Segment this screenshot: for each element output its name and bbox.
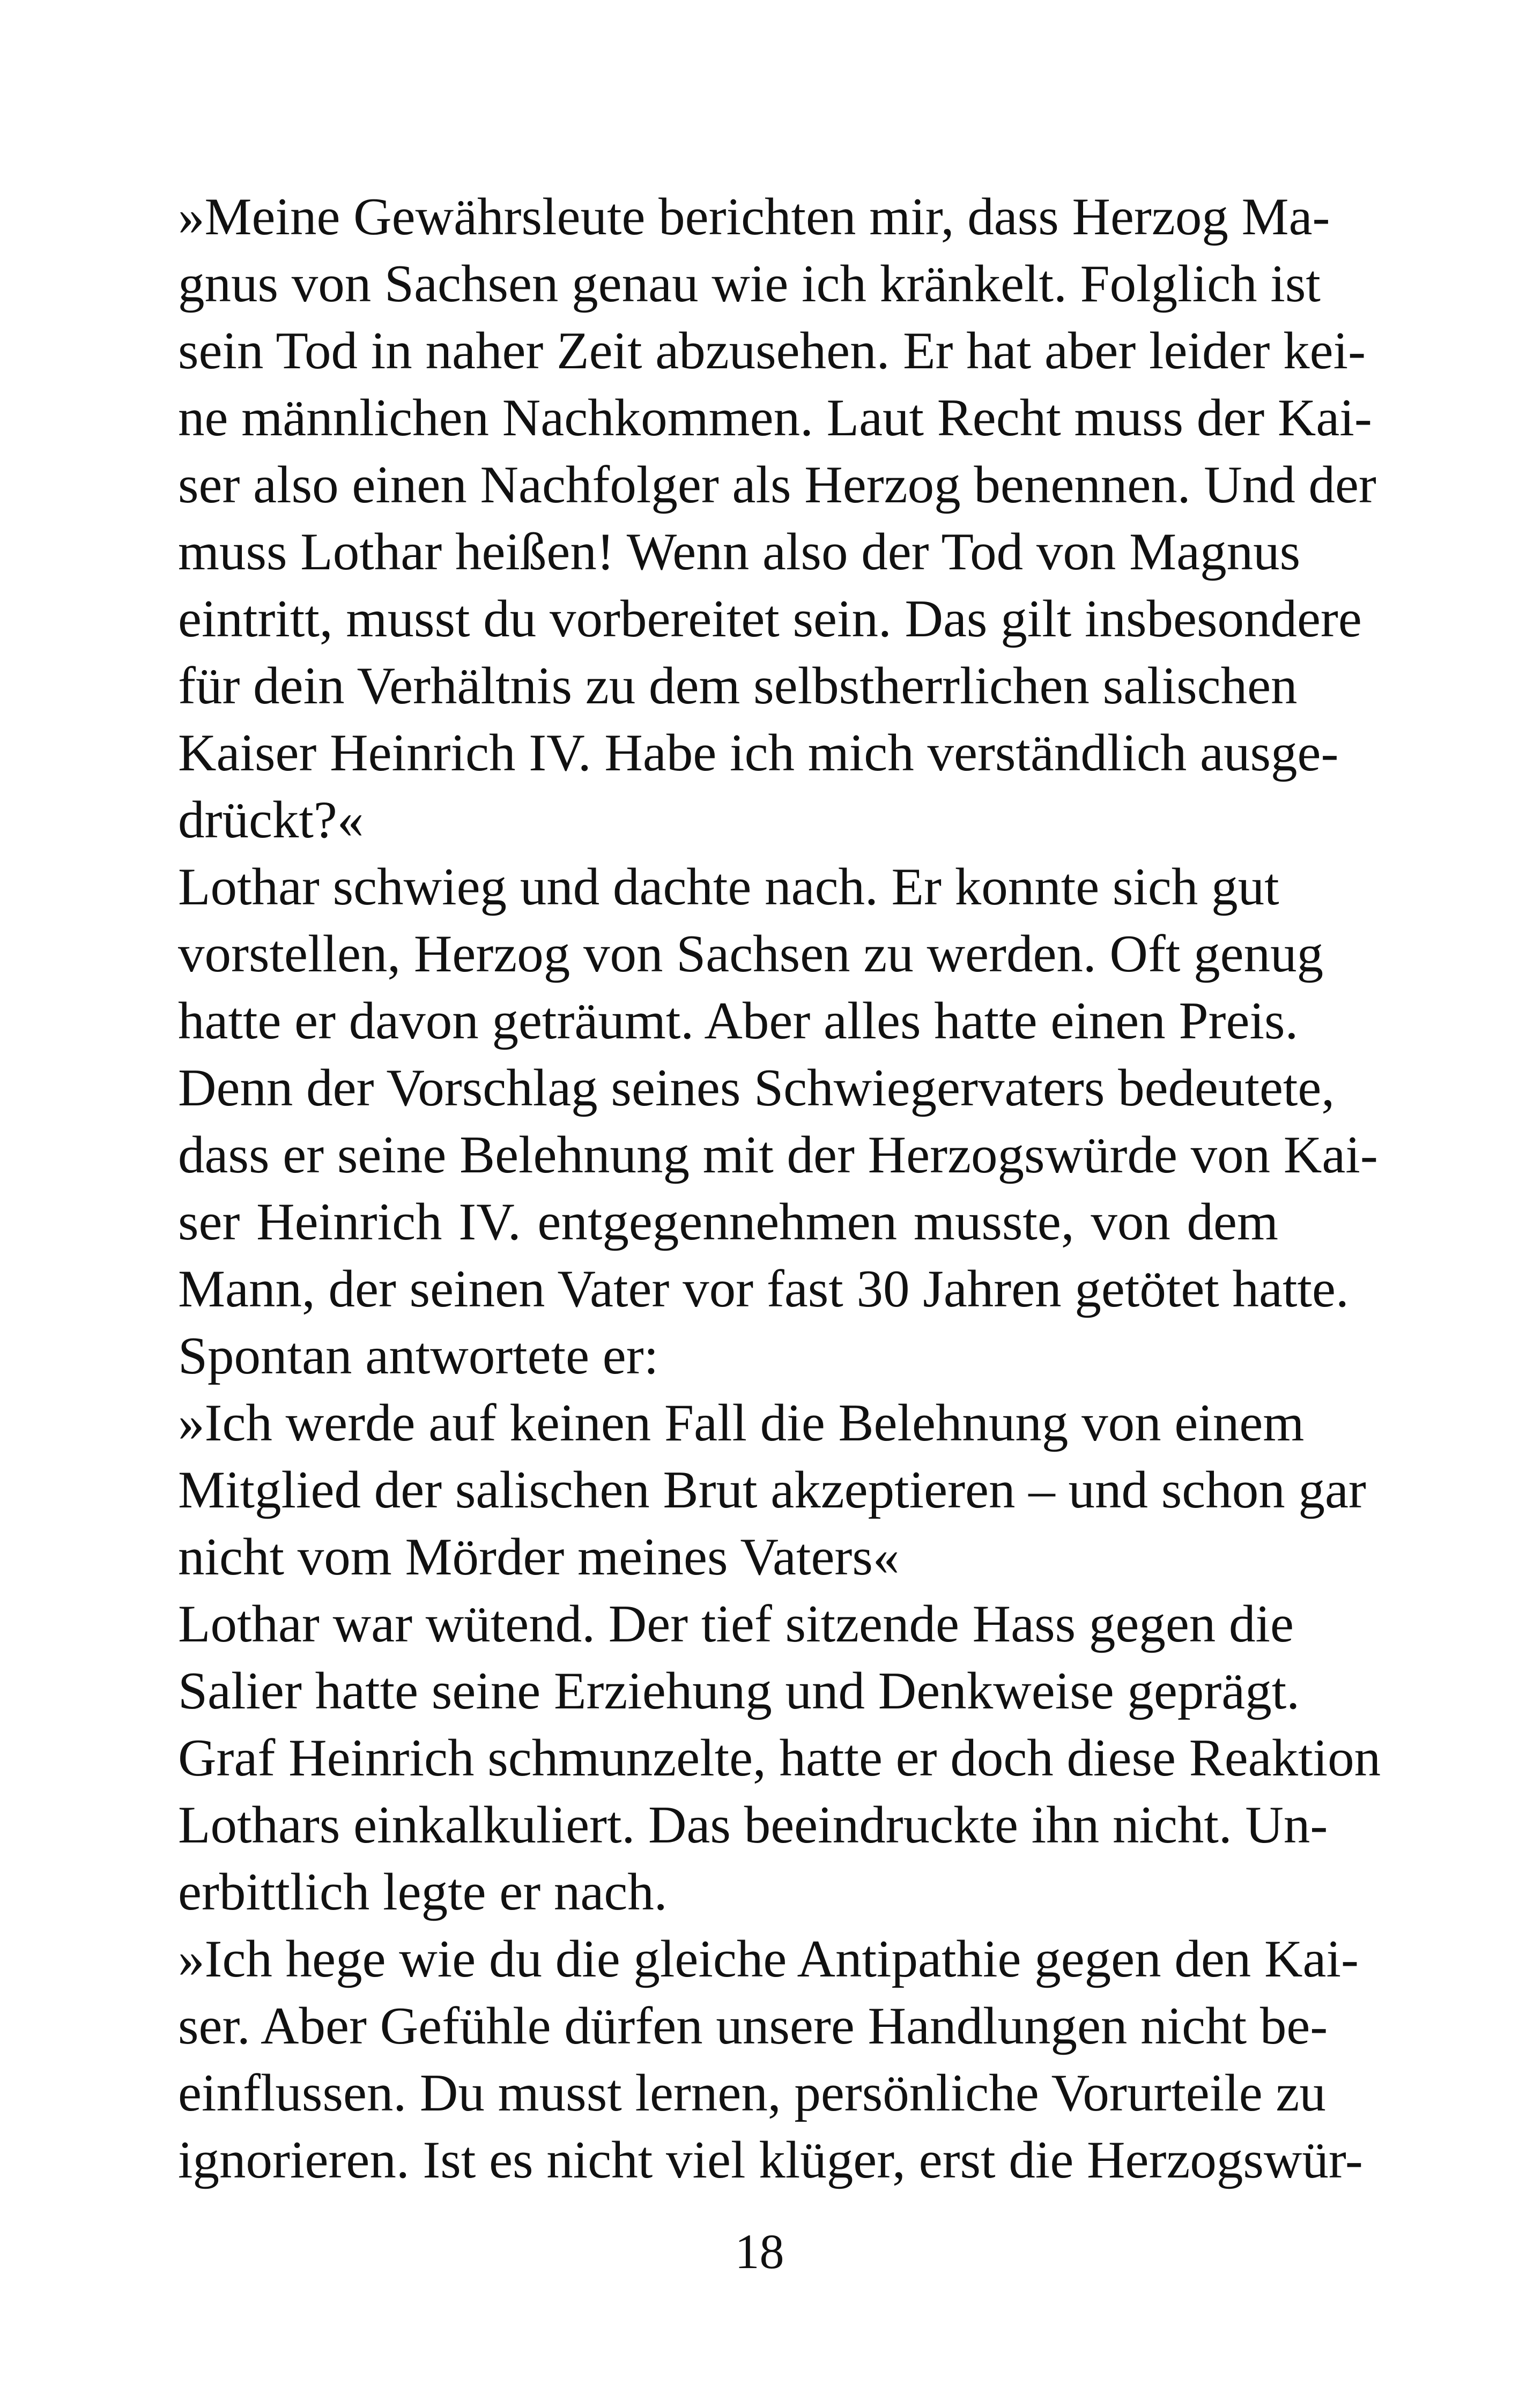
text-line: Lothars einkalkuliert. Das beeindruckte ihn nicht. Un-: [178, 1796, 1328, 1854]
text-line: ser also einen Nachfolger als Herzog benennen. Und der: [178, 456, 1376, 514]
text-line: Mann, der seinen Vater vor fast 30 Jahren getötet hatte.: [178, 1260, 1349, 1318]
text-line: Graf Heinrich schmunzelte, hatte er doch diese Reaktion: [178, 1729, 1381, 1787]
text-line: Lothar war wütend. Der tief sitzende Hass gegen die: [178, 1595, 1294, 1653]
text-line: Mitglied der salischen Brut akzeptieren – und schon gar: [178, 1461, 1366, 1519]
text-line: eintritt, musst du vorbereitet sein. Das gilt insbesondere: [178, 590, 1362, 648]
text-line: Spontan antwortete er:: [178, 1327, 659, 1385]
page-number: 18: [735, 2224, 784, 2279]
text-line: ignorieren. Ist es nicht viel klüger, erst die Herzogswür-: [178, 2131, 1363, 2189]
text-line: hatte er davon geträumt. Aber alles hatte einen Preis.: [178, 992, 1299, 1050]
text-line: nicht vom Mörder meines Vaters«: [178, 1528, 900, 1586]
text-line: Kaiser Heinrich IV. Habe ich mich verständlich ausge-: [178, 724, 1339, 782]
text-line: »Ich hege wie du die gleiche Antipathie gegen den Kai-: [178, 1930, 1359, 1988]
text-line: Salier hatte seine Erziehung und Denkweise geprägt.: [178, 1662, 1300, 1720]
text-line: ser Heinrich IV. entgegennehmen musste, von dem: [178, 1193, 1278, 1251]
text-line: vorstellen, Herzog von Sachsen zu werden. Oft genug: [178, 925, 1324, 983]
text-line: »Meine Gewährsleute berichten mir, dass Herzog Ma-: [178, 188, 1330, 246]
text-line: einflussen. Du musst lernen, persönliche Vorurteile zu: [178, 2064, 1326, 2122]
text-line: gnus von Sachsen genau wie ich kränkelt. Folglich ist: [178, 255, 1321, 313]
text-line: »Ich werde auf keinen Fall die Belehnung von einem: [178, 1394, 1305, 1452]
text-line: dass er seine Belehnung mit der Herzogswürde von Kai-: [178, 1126, 1378, 1184]
text-line: ser. Aber Gefühle dürfen unsere Handlungen nicht be-: [178, 1997, 1328, 2055]
text-line: Denn der Vorschlag seines Schwiegervaters bedeutete,: [178, 1059, 1335, 1117]
body-text: [178, 183, 1381, 2194]
text-line: Lothar schwieg und dachte nach. Er konnte sich gut: [178, 858, 1279, 916]
text-line: drückt?«: [178, 791, 364, 849]
text-line: ne männlichen Nachkommen. Laut Recht muss der Kai-: [178, 389, 1372, 447]
text-line: sein Tod in naher Zeit abzusehen. Er hat aber leider kei-: [178, 322, 1366, 380]
text-line: für dein Verhältnis zu dem selbstherrlichen salischen: [178, 657, 1298, 715]
text-line: muss Lothar heißen! Wenn also der Tod von Magnus: [178, 523, 1301, 581]
text-line: erbittlich legte er nach.: [178, 1863, 668, 1921]
